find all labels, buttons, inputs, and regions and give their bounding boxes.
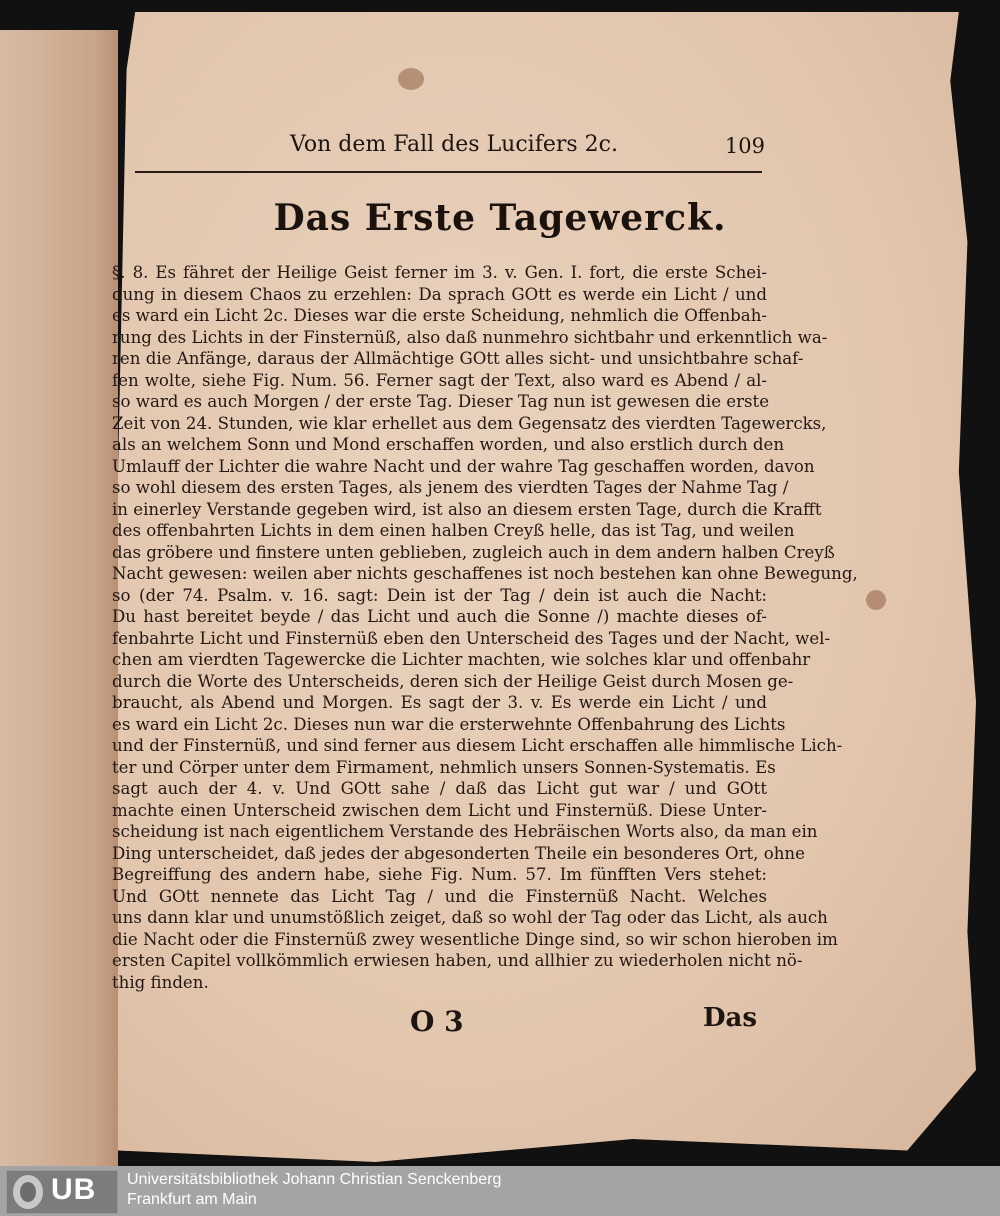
institution-city: Frankfurt am Main xyxy=(127,1191,257,1208)
text-line: in einerley Verstande gegeben wird, ist also an diesem ersten Tage, durch die Krafft xyxy=(112,499,822,519)
text-line: so wohl diesem des ersten Tages, als jenem des vierdten Tages der Nahme Tag / xyxy=(112,478,789,497)
text-line: Du hast bereitet beyde / das Licht und auch die Sonne /) machte dieses of- xyxy=(112,607,767,626)
text-line: Zeit von 24. Stunden, wie klar erhellet aus dem Gegensatz des vierdten Tagewercks, xyxy=(112,413,827,433)
text-line: ren die Anfänge, daraus der Allmächtige GOtt alles sicht- und unsichtbahre schaf- xyxy=(112,349,804,368)
catchword: Das xyxy=(703,1003,758,1033)
logo-text: UB xyxy=(51,1173,97,1206)
text-line: ersten Capitel vollkömmlich erwiesen haben, und allhier zu wiederholen nicht nö- xyxy=(112,951,803,970)
text-line: so (der 74. Psalm. v. 16. sagt: Dein ist der Tag / dein ist auch die Nacht: xyxy=(112,585,767,605)
text-line: Und GOtt nennete das Licht Tag / und die Finsternüß Nacht. Welches xyxy=(112,886,767,906)
text-line: sagt auch der 4. v. Und GOtt sahe / daß das Licht gut war / und GOtt xyxy=(112,779,767,798)
text-line: es ward ein Licht 2c. Dieses nun war die ersterwehnte Offenbahrung des Lichts xyxy=(112,714,786,734)
text-line: so ward es auch Morgen / der erste Tag. Dieser Tag nun ist gewesen die erste xyxy=(112,392,770,411)
text-line: Nacht gewesen: weilen aber nichts geschaffenes ist noch bestehen kan ohne Bewegung, xyxy=(112,564,858,583)
text-line: uns dann klar und unumstößlich zeiget, daß so wohl der Tag oder das Licht, als auch xyxy=(112,908,828,927)
text-line: ter und Cörper unter dem Firmament, nehmlich unsers Sonnen-Systematis. Es xyxy=(112,757,776,777)
text-line: fen wolte, siehe Fig. Num. 56. Ferner sagt der Text, also ward es Abend / al- xyxy=(112,370,767,390)
library-banner xyxy=(0,1166,1000,1216)
signature-mark: O 3 xyxy=(410,1005,464,1038)
page-header xyxy=(290,130,765,170)
text-line: machte einen Unterscheid zwischen dem Licht und Finsternüß. Diese Unter- xyxy=(112,800,767,820)
text-line: es ward ein Licht 2c. Dieses war die erste Scheidung, nehmlich die Offenbah- xyxy=(112,306,767,325)
page-number: 109 xyxy=(724,134,765,158)
text-line: fenbahrte Licht und Finsternüß eben den Unterscheid des Tages und der Nacht, wel- xyxy=(112,628,831,648)
paper-stain xyxy=(866,590,886,610)
text-line: das gröbere und finstere unten geblieben, zugleich auch in dem andern halben Creyß xyxy=(112,542,835,562)
text-line: als an welchem Sonn und Mond erschaffen worden, und also erstlich durch den xyxy=(112,435,785,454)
text-line: und der Finsternüß, und sind ferner aus diesem Licht erschaffen alle himmlische Lich- xyxy=(112,736,843,755)
running-title: Von dem Fall des Lucifers 2c. xyxy=(290,132,618,157)
text-line: durch die Worte des Unterscheids, deren sich der Heilige Geist durch Mosen ge- xyxy=(112,671,794,691)
header-rule xyxy=(135,171,762,173)
text-line: thig finden. xyxy=(112,972,209,992)
text-line: dung in diesem Chaos zu erzehlen: Da sprach GOtt es werde ein Licht / und xyxy=(112,284,767,304)
section-title: Das Erste Tagewerck. xyxy=(273,197,727,239)
paper-stain xyxy=(398,68,424,90)
institution-name: Universitätsbibliothek Johann Christian Senckenberg xyxy=(127,1171,502,1188)
portrait-icon xyxy=(13,1175,43,1209)
text-line: scheidung ist nach eigentlichem Verstande des Hebräischen Worts also, da man ein xyxy=(112,822,818,841)
library-logo xyxy=(6,1170,118,1214)
text-line: Ding unterscheidet, daß jedes der abgesonderten Theile ein besonderes Ort, ohne xyxy=(112,843,805,863)
text-line: chen am vierdten Tagewercke die Lichter machten, wie solches klar und offenbahr xyxy=(112,650,811,669)
text-line: die Nacht oder die Finsternüß zwey wesentliche Dinge sind, so wir schon hieroben im xyxy=(112,929,838,949)
text-line: braucht, als Abend und Morgen. Es sagt der 3. v. Es werde ein Licht / und xyxy=(112,693,767,712)
text-line: §. 8. Es fähret der Heilige Geist ferner im 3. v. Gen. I. fort, die erste Schei- xyxy=(112,263,767,282)
body-text xyxy=(112,262,858,993)
text-line: Umlauff der Lichter die wahre Nacht und der wahre Tag geschaffen worden, davon xyxy=(112,456,815,476)
text-line: des offenbahrten Lichts in dem einen halben Creyß helle, das ist Tag, und weilen xyxy=(112,521,795,540)
text-line: Begreiffung des andern habe, siehe Fig. Num. 57. Im fünfften Vers stehet: xyxy=(112,865,767,884)
text-line: rung des Lichts in der Finsternüß, also daß nunmehro sichtbahr und erkenntlich wa- xyxy=(112,327,828,347)
